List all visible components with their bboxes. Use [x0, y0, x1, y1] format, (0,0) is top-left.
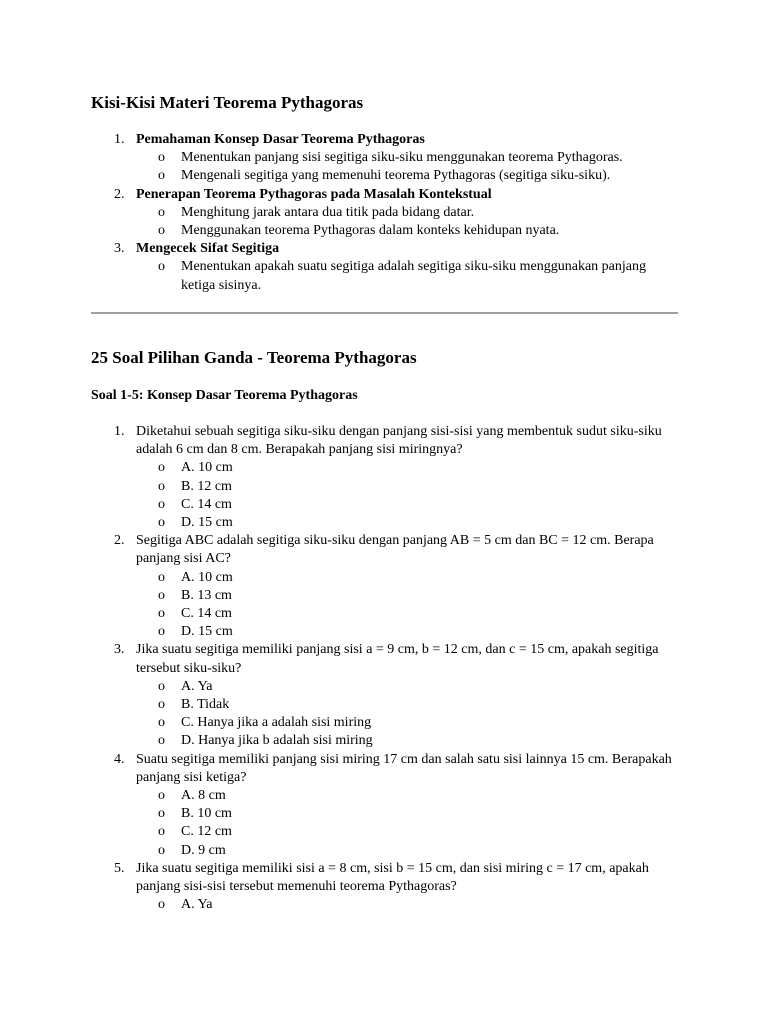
kisi-item	[0, 240, 768, 295]
question-text: Segitiga ABC adalah segitiga siku-siku dengan panjang AB = 5 cm dan BC = 12 cm. Berapa panjang sisi AC?	[136, 533, 654, 567]
bullet-marker: o	[158, 460, 165, 476]
bullet-marker: o	[158, 824, 165, 840]
question-number: 1.	[114, 424, 125, 439]
kisi-sublist	[0, 258, 768, 294]
bullet-marker: o	[158, 788, 165, 804]
bullet-marker: o	[158, 624, 165, 640]
question-number: 5.	[114, 860, 125, 876]
question-item	[0, 423, 768, 532]
option-text: C. Hanya jika a adalah sisi miring	[181, 715, 372, 731]
horizontal-divider	[91, 312, 678, 314]
bullet-marker: o	[158, 204, 165, 220]
kisi-item	[0, 186, 768, 241]
question-text: Suatu segitiga memiliki panjang sisi miring 17 cm dan salah satu sisi lainnya 15 cm. Berapakah panjang sisi ketiga?	[136, 751, 672, 785]
question-number: 4.	[114, 751, 125, 767]
kisi-sublist	[0, 204, 768, 240]
option-text: A. 10 cm	[181, 460, 233, 476]
option-text: B. 10 cm	[181, 806, 232, 822]
option-text: C. 12 cm	[181, 824, 232, 840]
kisi-subitem-text: Menggunakan teorema Pythagoras dalam konteks kehidupan nyata.	[181, 223, 560, 239]
bullet-marker: o	[158, 587, 165, 603]
bullet-marker: o	[158, 150, 165, 166]
bullet-marker: o	[158, 806, 165, 822]
option-item	[0, 569, 768, 587]
kisi-item-number: 2.	[114, 186, 125, 202]
kisi-subitem-text: Mengenali segitiga yang memenuhi teorema Pythagoras (segitiga siku-siku).	[181, 168, 611, 184]
kisi-subitem	[0, 204, 768, 222]
option-item	[0, 787, 768, 805]
option-item	[0, 514, 768, 532]
kisi-item-number: 1.	[114, 132, 125, 147]
option-item	[0, 805, 768, 823]
option-item	[0, 459, 768, 477]
question-number: 2.	[114, 533, 125, 549]
kisi-list	[0, 131, 768, 295]
soal-title: 25 Soal Pilihan Ganda - Teorema Pythagoras	[91, 348, 417, 367]
question-text: Diketahui sebuah segitiga siku-siku dengan panjang sisi-sisi yang membentuk sudut siku-siku adalah 6 cm dan 8 cm. Berapakah panjang sisi miringnya?	[136, 424, 662, 458]
option-item	[0, 678, 768, 696]
question-item	[0, 860, 768, 915]
bullet-marker: o	[158, 259, 165, 275]
kisi-item-label: Pemahaman Konsep Dasar Teorema Pythagoras	[136, 132, 425, 147]
kisi-subitem	[0, 167, 768, 185]
bullet-marker: o	[158, 842, 165, 858]
option-item	[0, 842, 768, 860]
kisi-item-number: 3.	[114, 241, 125, 257]
question-item	[0, 532, 768, 641]
option-text: C. 14 cm	[181, 606, 232, 622]
bullet-marker: o	[158, 515, 165, 531]
kisi-subitem	[0, 258, 768, 294]
kisi-item-label: Penerapan Teorema Pythagoras pada Masalah Kontekstual	[136, 186, 492, 202]
option-list	[0, 678, 768, 751]
option-list	[0, 569, 768, 642]
bullet-marker: o	[158, 897, 165, 913]
kisi-subitem-text: Menentukan apakah suatu segitiga adalah segitiga siku-siku menggunakan panjang ketiga sisinya.	[181, 259, 646, 293]
option-list	[0, 896, 768, 914]
option-item	[0, 623, 768, 641]
option-text: C. 14 cm	[181, 496, 232, 512]
option-item	[0, 478, 768, 496]
section-title: Soal 1-5: Konsep Dasar Teorema Pythagoras	[91, 388, 358, 403]
option-item	[0, 496, 768, 514]
kisi-sublist	[0, 149, 768, 185]
bullet-marker: o	[158, 569, 165, 585]
option-text: B. 12 cm	[181, 478, 232, 494]
bullet-marker: o	[158, 606, 165, 622]
option-text: D. 9 cm	[181, 842, 226, 858]
bullet-marker: o	[158, 697, 165, 713]
option-item	[0, 823, 768, 841]
kisi-subitem	[0, 149, 768, 167]
option-text: D. Hanya jika b adalah sisi miring	[181, 733, 373, 749]
option-text: A. Ya	[181, 678, 213, 694]
option-item	[0, 714, 768, 732]
option-item	[0, 896, 768, 914]
option-text: A. Ya	[181, 897, 213, 913]
bullet-marker: o	[158, 223, 165, 239]
option-text: D. 15 cm	[181, 624, 233, 640]
kisi-subitem	[0, 222, 768, 240]
option-text: A. 8 cm	[181, 788, 226, 804]
option-text: A. 10 cm	[181, 569, 233, 585]
option-item	[0, 696, 768, 714]
question-text: Jika suatu segitiga memiliki sisi a = 8 cm, sisi b = 15 cm, dan sisi miring c = 17 cm, apakah panjang sisi-sisi tersebut memenuhi teorema Pythagoras?	[136, 860, 649, 895]
option-text: D. 15 cm	[181, 515, 233, 531]
question-item	[0, 641, 768, 750]
kisi-item-label: Mengecek Sifat Segitiga	[136, 241, 280, 257]
bullet-marker: o	[158, 168, 165, 184]
option-text: B. Tidak	[181, 697, 230, 713]
bullet-marker: o	[158, 715, 165, 731]
bullet-marker: o	[158, 678, 165, 694]
question-number: 3.	[114, 642, 125, 658]
option-text: B. 13 cm	[181, 587, 232, 603]
option-item	[0, 605, 768, 623]
bullet-marker: o	[158, 478, 165, 494]
option-item	[0, 587, 768, 605]
kisi-title: Kisi-Kisi Materi Teorema Pythagoras	[91, 93, 364, 112]
question-item	[0, 751, 768, 860]
bullet-marker: o	[158, 496, 165, 512]
option-item	[0, 732, 768, 750]
kisi-subitem-text: Menghitung jarak antara dua titik pada bidang datar.	[181, 204, 475, 220]
kisi-item	[0, 131, 768, 186]
question-text: Jika suatu segitiga memiliki panjang sisi a = 9 cm, b = 12 cm, dan c = 15 cm, apakah segitiga tersebut siku-siku?	[136, 642, 659, 676]
option-list	[0, 787, 768, 860]
kisi-subitem-text: Menentukan panjang sisi segitiga siku-siku menggunakan teorema Pythagoras.	[181, 150, 623, 166]
option-list	[0, 459, 768, 532]
question-list	[0, 423, 768, 914]
bullet-marker: o	[158, 733, 165, 749]
